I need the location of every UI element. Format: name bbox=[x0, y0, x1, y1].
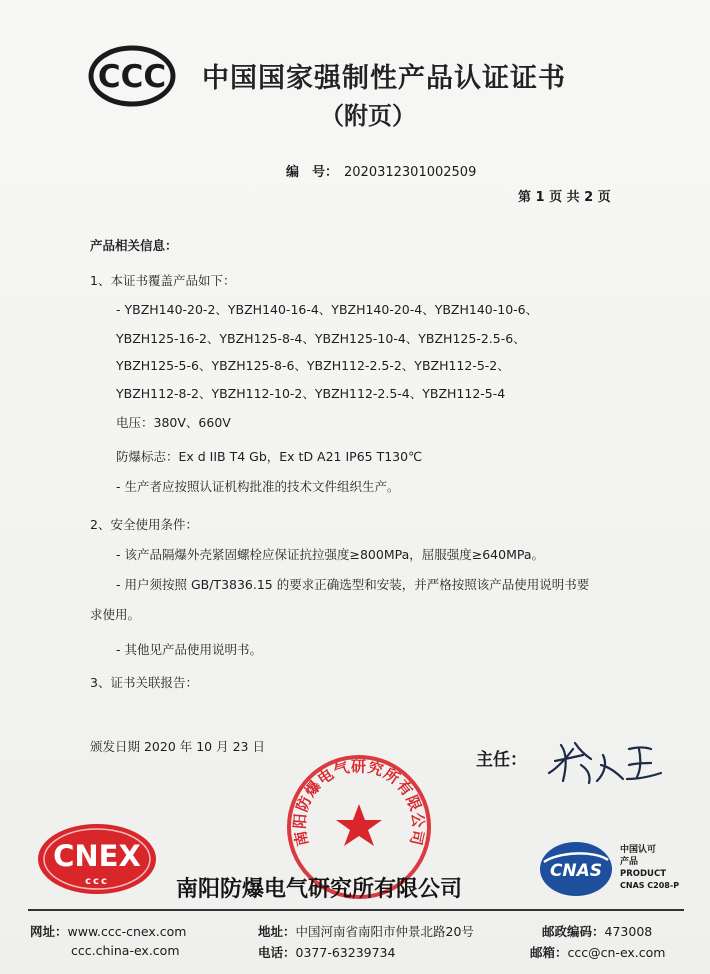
item1-title: 1、本证书覆盖产品如下： bbox=[90, 273, 236, 288]
web-label: 网址： bbox=[30, 924, 68, 939]
cnex-logo-subtext: ccc bbox=[85, 876, 109, 887]
section-title: 产品相关信息： bbox=[90, 238, 178, 253]
cnas-code: CNAS C208-P bbox=[620, 881, 680, 890]
cnas-logo-text: CNAS bbox=[549, 861, 603, 881]
safety-condition-2b: 求使用。 bbox=[90, 607, 141, 622]
tel-label: 电话： bbox=[258, 945, 296, 960]
footer-phone bbox=[258, 943, 395, 961]
safety-condition-2a: - 用户须按照 GB/T3836.15 的要求正确选型和安装，并严格按照该产品使用说明书要 bbox=[116, 577, 590, 592]
footer-email bbox=[530, 943, 665, 961]
cert-no-label: 编 号： bbox=[286, 165, 339, 180]
director-label: 主任： bbox=[476, 750, 527, 770]
safety-condition-1: - 该产品隔爆外壳紧固螺栓应保证抗拉强度≥800MPa，屈服强度≥640MPa。 bbox=[116, 547, 544, 562]
cnex-logo bbox=[36, 822, 158, 896]
cnas-cn-line1: 中国认可 bbox=[620, 845, 657, 855]
production-note: - 生产者应按照认证机构批准的技术文件组织生产。 bbox=[116, 479, 400, 494]
cnas-en-line: PRODUCT bbox=[620, 869, 666, 879]
web-url-1[interactable]: www.ccc-cnex.com bbox=[67, 924, 187, 939]
certificate-number bbox=[286, 161, 476, 180]
seal-star-icon bbox=[336, 804, 382, 846]
safety-condition-3: - 其他见产品使用说明书。 bbox=[116, 642, 262, 657]
cert-no-value: 2020312301002509 bbox=[344, 165, 477, 180]
director-signature bbox=[545, 735, 665, 790]
zip-label: 邮政编码： bbox=[542, 924, 605, 939]
zip-value: 473008 bbox=[604, 924, 653, 939]
web-url-2[interactable]: ccc.china-ex.com bbox=[71, 943, 180, 958]
voltage-line: 电压：380V、660V bbox=[116, 415, 231, 430]
issue-date: 颁发日期 2020 年 10 月 23 日 bbox=[90, 739, 265, 754]
footer-website bbox=[30, 922, 186, 940]
footer-zip bbox=[542, 922, 652, 940]
item3-title: 3、证书关联报告： bbox=[90, 675, 198, 690]
certificate-subtitle: （附页） bbox=[320, 102, 416, 130]
ccc-logo bbox=[88, 45, 176, 107]
model-line-2: YBZH125-16-2、YBZH125-8-4、YBZH125-10-4、YBZH125-2.5-6、 bbox=[116, 331, 526, 346]
cnex-logo-text: CNEX bbox=[53, 839, 141, 873]
model-line-3: YBZH125-5-6、YBZH125-8-6、YBZH112-2.5-2、YBZH112-5-2、 bbox=[116, 358, 510, 373]
item2-title: 2、安全使用条件： bbox=[90, 517, 198, 532]
addr-label: 地址： bbox=[258, 924, 296, 939]
certificate-title: 中国国家强制性产品认证证书 bbox=[202, 63, 566, 94]
page-info: 第 1 页 共 2 页 bbox=[518, 190, 611, 205]
ccc-logo-text: CCC bbox=[97, 59, 167, 95]
organization-name: 南阳防爆电气研究所有限公司 bbox=[176, 877, 463, 902]
cnas-logo bbox=[538, 838, 688, 900]
addr-value: 中国河南省南阳市仲景北路20号 bbox=[295, 924, 474, 939]
footer-address bbox=[258, 922, 474, 940]
footer-divider bbox=[28, 909, 684, 911]
mail-label: 邮箱： bbox=[530, 945, 568, 960]
cnas-cn-line2: 产品 bbox=[620, 857, 639, 867]
model-line-1: - YBZH140-20-2、YBZH140-16-4、YBZH140-20-4、YBZH140-10-6、 bbox=[116, 302, 539, 317]
model-line-4: YBZH112-8-2、YBZH112-10-2、YBZH112-2.5-4、YBZH112-5-4 bbox=[116, 386, 506, 401]
explosion-mark-line: 防爆标志：Ex d IIB T4 Gb，Ex tD A21 IP65 T130℃ bbox=[116, 449, 423, 464]
mail-value[interactable]: ccc@cn-ex.com bbox=[567, 945, 666, 960]
seal-text: 南阳防爆电气研究所有限公司 bbox=[290, 757, 428, 848]
tel-value: 0377-63239734 bbox=[295, 945, 396, 960]
